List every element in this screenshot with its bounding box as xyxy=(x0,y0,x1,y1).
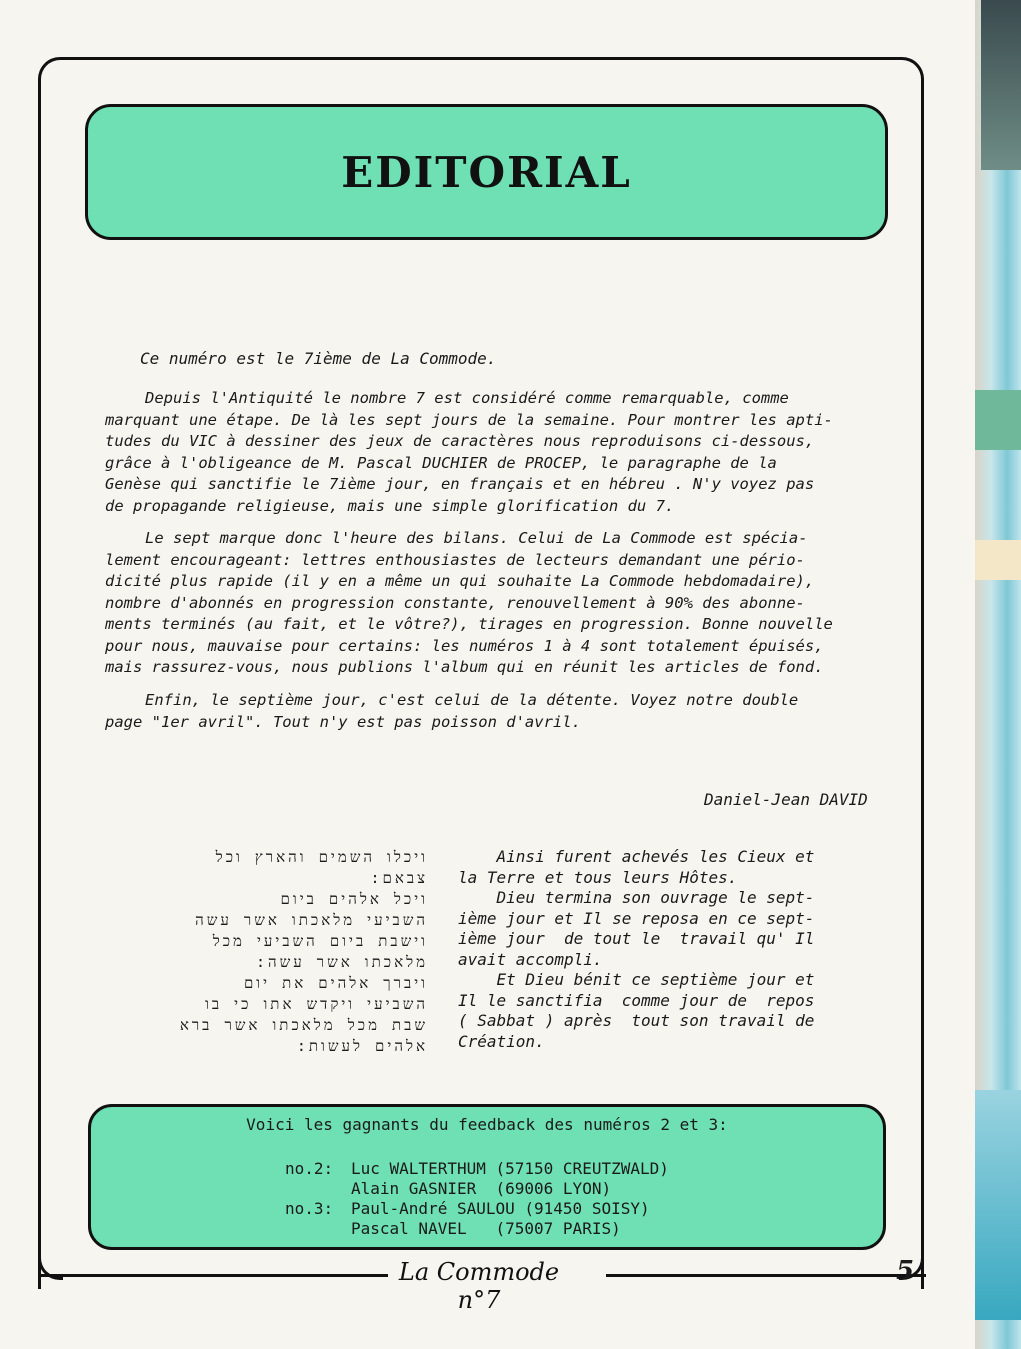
paragraph-line: tudes du VIC à dessiner des jeux de caractères nous reproduisons ci-dessous, xyxy=(105,432,815,450)
hebrew-line: ויברך אלהים את יום xyxy=(243,974,428,992)
paragraph-line: nombre d'abonnés en progression constante, renouvellement à 90% des abonne- xyxy=(105,593,805,612)
hebrew-line: השביעי ויקדש אתו כי בו xyxy=(205,995,428,1013)
genesis-line: ième jour et Il se reposa en ce sept- xyxy=(458,908,815,928)
author-signature: Daniel-Jean DAVID xyxy=(704,790,868,809)
genesis-line: la Terre et tous leurs Hôtes. xyxy=(458,867,738,887)
page-title: EDITORIAL xyxy=(341,147,632,197)
genesis-line: ( Sabbat ) après tout son travail de xyxy=(458,1011,815,1030)
paragraph-line: de propagande religieuse, mais une simple glorification du 7. xyxy=(105,496,675,515)
genesis-line: Et Dieu bénit ce septième jour et xyxy=(458,970,815,989)
winners-group-label: no.3: xyxy=(285,1199,334,1218)
genesis-line: ième jour de tout le travail qu' Il xyxy=(458,929,815,948)
adjacent-page-edge xyxy=(975,0,1021,1349)
hebrew-line: מלאכתו אשר עשה: xyxy=(255,953,428,971)
hebrew-text xyxy=(48,847,428,1057)
winner-name: Alain GASNIER (69006 LYON) xyxy=(351,1179,612,1198)
paragraph-line: Genèse qui sanctifie le 7ième jour, en français et en hébreu . N'y voyez pas xyxy=(105,475,815,493)
paragraph-line: ments terminés (au fait, et le vôtre?), tirages en progression. Bonne nouvelle xyxy=(105,615,833,633)
page-number: 5 xyxy=(896,1256,915,1286)
paragraph-line: mais rassurez-vous, nous publions l'album qui en réunit les articles de fond. xyxy=(105,658,824,676)
paragraph-line: Enfin, le septième jour, c'est celui de la détente. Voyez notre double xyxy=(145,691,799,709)
genesis-line: Création. xyxy=(458,1031,545,1051)
winners-title: Voici les gagnants du feedback des numéros 2 et 3: xyxy=(246,1115,728,1134)
paragraph-3 xyxy=(105,690,885,733)
hebrew-line: שבת מכל מלאכתו אשר ברא xyxy=(179,1016,428,1034)
paragraph-line: page "1er avril". Tout n'y est pas poisson d'avril. xyxy=(105,712,581,731)
hebrew-line: וישבת ביום השביעי מכל xyxy=(212,932,428,950)
winner-name: Luc WALTERTHUM (57150 CREUTZWALD) xyxy=(351,1159,669,1178)
genesis-line: Ainsi furent achevés les Cieux et xyxy=(458,847,815,866)
genesis-line: Il le sanctifia comme jour de repos xyxy=(458,990,815,1010)
hebrew-line: צבאם: xyxy=(370,869,428,887)
winners-box xyxy=(88,1104,886,1250)
genesis-line: Dieu termina son ouvrage le sept- xyxy=(458,888,815,907)
paragraph-line: pour nous, mauvaise pour certains: les numéros 1 à 4 sont totalement épuisés, xyxy=(105,636,824,655)
winner-name: Paul-André SAULOU (91450 SOISY) xyxy=(351,1199,650,1218)
footer-masthead: La Commode n°7 xyxy=(398,1258,560,1314)
genesis-french-text xyxy=(458,847,906,1052)
paragraph-1 xyxy=(105,388,885,517)
winners-group-label: no.2: xyxy=(285,1159,334,1178)
paragraph-line: dicité plus rapide (il y en a même un qui souhaite La Commode hebdomadaire), xyxy=(105,572,815,590)
paragraph-line: marquant une étape. De là les sept jours de la semaine. Pour montrer les apti- xyxy=(105,410,833,429)
paragraph-line: grâce à l'obligeance de M. Pascal DUCHIER de PROCEP, le paragraphe de la xyxy=(105,453,777,472)
winner-name: Pascal NAVEL (75007 PARIS) xyxy=(351,1219,621,1238)
paragraph-2 xyxy=(105,528,885,679)
title-banner xyxy=(85,104,888,240)
paragraph-line: Depuis l'Antiquité le nombre 7 est considéré comme remarquable, comme xyxy=(145,389,789,407)
intro-line: Ce numéro est le 7ième de La Commode. xyxy=(140,349,497,368)
genesis-line: avait accompli. xyxy=(458,949,603,969)
hebrew-line: ויכלו השמים והארץ וכל xyxy=(215,848,428,866)
hebrew-line: השביעי מלאכתו אשר עשה xyxy=(195,911,428,929)
paragraph-line: lement encourageant: lettres enthousiastes de lecteurs demandant une pério- xyxy=(105,550,805,569)
hebrew-line: אלהים לעשות: xyxy=(296,1037,428,1055)
paragraph-line: Le sept marque donc l'heure des bilans. Celui de La Commode est spécia- xyxy=(145,529,808,547)
hebrew-line: ויכל אלהים ביום xyxy=(280,890,428,908)
